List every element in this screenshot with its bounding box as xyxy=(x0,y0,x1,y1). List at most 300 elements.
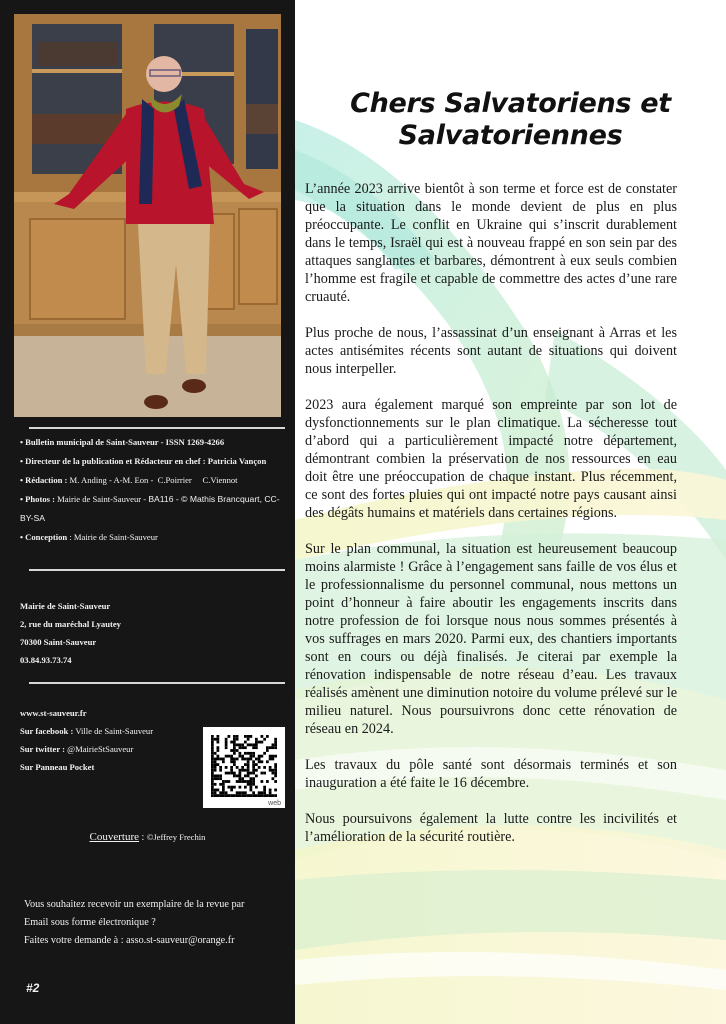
qr-module xyxy=(269,769,272,772)
qr-module xyxy=(244,780,247,783)
qr-module xyxy=(230,755,233,758)
qr-module xyxy=(247,760,250,763)
qr-module xyxy=(247,769,250,772)
qr-module xyxy=(266,749,269,752)
qr-module xyxy=(239,780,242,783)
qr-module xyxy=(266,735,269,738)
qr-module xyxy=(274,794,277,797)
qr-module xyxy=(252,746,255,749)
qr-module xyxy=(272,746,275,749)
qr-module xyxy=(211,735,214,738)
qr-module xyxy=(217,746,220,749)
qr-module xyxy=(211,746,214,749)
qr-module xyxy=(222,783,225,786)
qr-module xyxy=(250,743,253,746)
paragraph: Les travaux du pôle santé sont désormais terminés et son inauguration a été faite le 16 décembre. xyxy=(305,757,677,791)
qr-module xyxy=(244,741,247,744)
qr-module xyxy=(228,772,231,775)
qr-module xyxy=(214,794,217,797)
qr-module xyxy=(214,774,217,777)
qr-module xyxy=(255,741,258,744)
qr-module xyxy=(236,738,239,741)
qr-module xyxy=(250,786,253,789)
qr-module xyxy=(250,789,253,792)
qr-module xyxy=(239,752,242,755)
qr-module xyxy=(255,794,258,797)
qr-module xyxy=(274,769,277,772)
page-title xyxy=(295,88,726,152)
qr-module xyxy=(211,758,214,761)
qr-module xyxy=(217,741,220,744)
qr-module xyxy=(214,752,217,755)
qr-module xyxy=(211,769,214,772)
qr-module xyxy=(272,755,275,758)
qr-module xyxy=(272,777,275,780)
qr-module xyxy=(239,746,242,749)
qr-module xyxy=(236,749,239,752)
qr-module xyxy=(236,794,239,797)
qr-module xyxy=(214,783,217,786)
qr-module xyxy=(236,791,239,794)
qr-module xyxy=(230,741,233,744)
qr-module xyxy=(252,752,255,755)
qr-module xyxy=(222,786,225,789)
qr-module xyxy=(247,766,250,769)
qr-module xyxy=(247,794,250,797)
twitter-label: Sur twitter : xyxy=(20,744,66,754)
qr-module xyxy=(272,743,275,746)
qr-module xyxy=(222,794,225,797)
qr-module xyxy=(211,760,214,763)
qr-module xyxy=(252,766,255,769)
qr-module xyxy=(230,749,233,752)
email-subscription xyxy=(24,896,244,950)
qr-module xyxy=(225,780,228,783)
qr-module xyxy=(250,783,253,786)
qr-module xyxy=(258,766,261,769)
qr-module xyxy=(244,786,247,789)
qr-module xyxy=(211,789,214,792)
qr-module xyxy=(247,780,250,783)
qr-module xyxy=(217,789,220,792)
qr-module xyxy=(266,746,269,749)
publication-credits xyxy=(20,433,288,547)
qr-module xyxy=(228,786,231,789)
qr-module xyxy=(244,752,247,755)
qr-module xyxy=(263,772,266,775)
qr-module xyxy=(236,743,239,746)
paragraph: Nous poursuivons également la lutte contre les incivilités et l’amélioration de la sécurité routière. xyxy=(305,811,677,845)
divider xyxy=(29,569,285,571)
qr-module xyxy=(261,760,264,763)
qr-module xyxy=(247,752,250,755)
qr-module xyxy=(214,766,217,769)
qr-module xyxy=(230,760,233,763)
qr-module xyxy=(272,794,275,797)
cover-sep: : xyxy=(139,832,147,843)
qr-module xyxy=(241,794,244,797)
social-links xyxy=(20,704,153,776)
paragraph: Sur le plan communal, la situation est heureusement beaucoup moins alarmiste ! Grâce à l’engagement sans faille de vos élus et le professionnalisme du personnel communal, nous mettons un point d’honneur à faire aboutir les engagements inscrits dans notre profession de foi lorsque nous nous sommes présentés à vos suffrages en mars 2020. Parmi eux, des chantiers importants sont en cours ou déjà finalisés. Je citerai par exemple la rénovation indispensable de notre réseau d’eau. Les travaux réalisés amènent une diminution notoire du volume prélevé sur le milieu naturel. Nous poursuivrons donc cette rénovation de réseau en 2024. xyxy=(305,541,677,737)
redaction-label: • Rédaction : xyxy=(20,475,68,485)
cover-credit xyxy=(0,831,295,843)
qr-module xyxy=(274,741,277,744)
editorial xyxy=(295,0,726,1024)
qr-module xyxy=(236,735,239,738)
facebook-link[interactable]: Ville de Saint-Sauveur xyxy=(73,726,154,736)
qr-module xyxy=(274,755,277,758)
qr-module xyxy=(239,794,242,797)
qr-module xyxy=(233,743,236,746)
qr-module xyxy=(214,769,217,772)
qr-module xyxy=(211,766,214,769)
qr-module xyxy=(255,758,258,761)
qr-module xyxy=(239,774,242,777)
qr-module xyxy=(228,755,231,758)
qr-module xyxy=(239,772,242,775)
qr-module xyxy=(211,777,214,780)
qr-module xyxy=(241,743,244,746)
qr-module xyxy=(214,738,217,741)
qr-module xyxy=(250,772,253,775)
qr-module xyxy=(211,763,214,766)
qr-module xyxy=(225,772,228,775)
qr-module xyxy=(269,746,272,749)
qr-module xyxy=(230,786,233,789)
qr-module xyxy=(233,741,236,744)
qr-module xyxy=(233,774,236,777)
qr-module xyxy=(247,783,250,786)
qr-module xyxy=(250,755,253,758)
qr-module xyxy=(217,774,220,777)
qr-module xyxy=(217,777,220,780)
qr-module xyxy=(261,780,264,783)
qr-module xyxy=(250,794,253,797)
qr-module xyxy=(214,760,217,763)
email-line-1: Vous souhaitez recevoir un exemplaire de la revue par xyxy=(24,899,245,910)
qr-module xyxy=(230,794,233,797)
qr-module xyxy=(219,769,222,772)
qr-module xyxy=(225,743,228,746)
qr-module xyxy=(219,758,222,761)
qr-module xyxy=(228,794,231,797)
qr-code[interactable] xyxy=(203,727,285,808)
qr-module xyxy=(255,738,258,741)
qr-module xyxy=(274,766,277,769)
qr-module xyxy=(222,780,225,783)
qr-module xyxy=(244,774,247,777)
qr-module xyxy=(252,772,255,775)
paragraph: 2023 aura également marqué son empreinte par son lot de dysfonctionnements sur le plan climatique. La sécheresse tout d’abord qui a particulièrement impacté notre département, démontrant combien la préservation de nos ressources en eau doit être une préoccupation de chaque instant. Plus récemment, ce sont des fortes pluies qui ont impacté notre pays causant ainsi des dégâts humains et matériels dans certaines régions. xyxy=(305,397,677,521)
qr-module xyxy=(241,766,244,769)
editorial-body xyxy=(305,180,677,864)
qr-module xyxy=(236,758,239,761)
qr-module xyxy=(239,777,242,780)
qr-module xyxy=(217,763,220,766)
qr-module xyxy=(252,780,255,783)
qr-module xyxy=(225,746,228,749)
twitter-link[interactable]: @MairieStSauveur xyxy=(65,744,134,754)
qr-module xyxy=(247,774,250,777)
qr-module xyxy=(263,791,266,794)
divider xyxy=(29,427,285,429)
qr-module xyxy=(239,791,242,794)
qr-module xyxy=(250,758,253,761)
qr-module xyxy=(244,791,247,794)
qr-module xyxy=(263,794,266,797)
qr-module xyxy=(241,769,244,772)
qr-module xyxy=(233,738,236,741)
qr-module xyxy=(222,789,225,792)
photo-illustration xyxy=(14,14,281,417)
title-line-1: Chers Salvatoriens et xyxy=(350,88,671,119)
qr-module xyxy=(211,755,214,758)
sidebar xyxy=(0,0,295,1024)
photos-label: • Photos : xyxy=(20,494,55,504)
qr-module xyxy=(219,777,222,780)
cover-label: Couverture xyxy=(89,831,140,843)
qr-module xyxy=(211,794,214,797)
qr-module xyxy=(211,772,214,775)
qr-module xyxy=(261,791,264,794)
qr-module xyxy=(258,758,261,761)
qr-module xyxy=(258,741,261,744)
qr-module xyxy=(261,755,264,758)
mairie-city: 70300 Saint-Sauveur xyxy=(20,637,97,647)
qr-module xyxy=(239,769,242,772)
qr-module xyxy=(225,794,228,797)
qr-module xyxy=(247,735,250,738)
qr-module xyxy=(222,758,225,761)
qr-module xyxy=(241,777,244,780)
qr-module xyxy=(222,791,225,794)
qr-module xyxy=(244,763,247,766)
qr-module xyxy=(263,786,266,789)
qr-module xyxy=(225,791,228,794)
datamatrix-icon xyxy=(211,735,277,797)
qr-module xyxy=(274,780,277,783)
qr-module xyxy=(247,743,250,746)
issue-number: #2 xyxy=(26,981,40,995)
qr-module xyxy=(266,760,269,763)
qr-module xyxy=(269,794,272,797)
email-line-2: Email sous forme électronique ? xyxy=(24,917,156,928)
qr-module xyxy=(272,772,275,775)
qr-module xyxy=(272,769,275,772)
qr-module xyxy=(217,749,220,752)
qr-module xyxy=(247,738,250,741)
qr-module xyxy=(225,755,228,758)
qr-module xyxy=(255,774,258,777)
bulletin-info: • Bulletin municipal de Saint-Sauveur - ISSN 1269-4266 xyxy=(20,437,225,447)
qr-module xyxy=(211,738,214,741)
qr-module xyxy=(269,791,272,794)
qr-module xyxy=(250,752,253,755)
qr-module xyxy=(266,794,269,797)
qr-module xyxy=(244,769,247,772)
qr-module xyxy=(214,763,217,766)
qr-module xyxy=(233,794,236,797)
mairie-phone[interactable]: 03.84.93.73.74 xyxy=(20,655,72,665)
qr-module xyxy=(252,769,255,772)
qr-module xyxy=(225,738,228,741)
qr-module xyxy=(239,786,242,789)
photos-value: Mairie de Saint-Sauveur - xyxy=(55,494,149,504)
qr-module xyxy=(233,772,236,775)
qr-module xyxy=(241,791,244,794)
qr-module xyxy=(244,735,247,738)
qr-module xyxy=(211,749,214,752)
qr-module xyxy=(225,766,228,769)
website-link[interactable]: www.st-sauveur.fr xyxy=(20,708,87,718)
qr-module xyxy=(217,738,220,741)
qr-module xyxy=(247,758,250,761)
director-info: • Directeur de la publication et Rédacteur en chef : Patricia Vançon xyxy=(20,456,267,466)
qr-module xyxy=(217,794,220,797)
panneau-pocket[interactable]: Sur Panneau Pocket xyxy=(20,762,95,772)
qr-module xyxy=(239,755,242,758)
qr-module xyxy=(250,780,253,783)
qr-module xyxy=(269,758,272,761)
qr-module xyxy=(250,735,253,738)
qr-module xyxy=(255,743,258,746)
qr-module xyxy=(211,741,214,744)
qr-module xyxy=(269,766,272,769)
qr-module xyxy=(261,741,264,744)
qr-module xyxy=(274,743,277,746)
qr-module xyxy=(263,789,266,792)
qr-module xyxy=(217,755,220,758)
qr-module xyxy=(252,777,255,780)
qr-module xyxy=(263,766,266,769)
qr-module xyxy=(252,755,255,758)
qr-module xyxy=(239,743,242,746)
qr-module xyxy=(241,755,244,758)
email-line-3[interactable]: Faites votre demande à : asso.st-sauveur@orange.fr xyxy=(24,935,235,946)
qr-module xyxy=(258,794,261,797)
qr-module xyxy=(214,789,217,792)
conception-label: • Conception xyxy=(20,532,68,542)
qr-module xyxy=(214,791,217,794)
qr-module xyxy=(241,758,244,761)
qr-module xyxy=(230,758,233,761)
cover-author: ©Jeffrey Frechin xyxy=(146,832,206,842)
qr-label: web xyxy=(268,800,281,807)
qr-module xyxy=(228,735,231,738)
qr-module xyxy=(252,763,255,766)
qr-module xyxy=(219,766,222,769)
cover-photo xyxy=(14,14,281,417)
qr-module xyxy=(233,758,236,761)
qr-module xyxy=(252,743,255,746)
qr-module xyxy=(219,794,222,797)
qr-module xyxy=(214,777,217,780)
qr-module xyxy=(230,769,233,772)
qr-module xyxy=(255,769,258,772)
paragraph: L’année 2023 arrive bientôt à son terme et force est de constater que la situation dans le monde devient de plus en plus préoccupante. Le conflit en Ukraine qui s’inscrit durablement dans le temps, Israël qui est à nouveau frappé en son sein par des attaques sanglantes et barbares, démontrent à eux seuls combien l’homme est fragile et capable de commettre des actes d’une rare cruauté. xyxy=(305,181,677,305)
qr-module xyxy=(252,783,255,786)
qr-module xyxy=(211,774,214,777)
qr-module xyxy=(211,791,214,794)
qr-module xyxy=(211,783,214,786)
qr-module xyxy=(233,749,236,752)
qr-module xyxy=(236,780,239,783)
mairie-address xyxy=(20,597,121,669)
qr-module xyxy=(247,763,250,766)
divider xyxy=(29,682,285,684)
mairie-street: 2, rue du maréchal Lyautey xyxy=(20,619,121,629)
qr-module xyxy=(274,789,277,792)
qr-module xyxy=(233,760,236,763)
qr-module xyxy=(255,763,258,766)
qr-module xyxy=(255,786,258,789)
qr-module xyxy=(255,746,258,749)
qr-module xyxy=(258,760,261,763)
qr-module xyxy=(241,746,244,749)
qr-module xyxy=(241,780,244,783)
qr-module xyxy=(211,743,214,746)
conception-value: : Mairie de Saint-Sauveur xyxy=(67,532,158,542)
qr-module xyxy=(244,758,247,761)
qr-module xyxy=(274,738,277,741)
qr-module xyxy=(261,772,264,775)
qr-module xyxy=(263,738,266,741)
qr-module xyxy=(211,786,214,789)
qr-module xyxy=(233,786,236,789)
qr-module xyxy=(244,794,247,797)
qr-module xyxy=(230,766,233,769)
qr-module xyxy=(217,735,220,738)
qr-module xyxy=(250,777,253,780)
qr-module xyxy=(228,780,231,783)
qr-module xyxy=(269,755,272,758)
qr-module xyxy=(252,760,255,763)
qr-module xyxy=(274,772,277,775)
qr-module xyxy=(274,763,277,766)
qr-module xyxy=(211,752,214,755)
qr-module xyxy=(233,746,236,749)
qr-module xyxy=(274,746,277,749)
qr-module xyxy=(236,766,239,769)
qr-module xyxy=(274,774,277,777)
qr-module xyxy=(272,758,275,761)
qr-module xyxy=(236,774,239,777)
photos-credit: BA116 - © Mathis Brancquart, CC-BY-SA xyxy=(20,494,280,523)
qr-module xyxy=(252,791,255,794)
qr-module xyxy=(230,772,233,775)
qr-module xyxy=(261,735,264,738)
paragraph: Plus proche de nous, l’assassinat d’un enseignant à Arras et les actes antisémites récents sont autant de situations qui doivent nous interpeller. xyxy=(305,325,677,377)
qr-module xyxy=(244,746,247,749)
qr-module xyxy=(211,780,214,783)
qr-module xyxy=(252,794,255,797)
mairie-name: Mairie de Saint-Sauveur xyxy=(20,601,111,611)
qr-module xyxy=(217,758,220,761)
redaction-value: M. Anding - A-M. Eon - C.Poirrier C.Viennot xyxy=(67,475,238,485)
title-line-2: Salvatoriennes xyxy=(398,120,623,151)
qr-module xyxy=(266,780,269,783)
qr-module xyxy=(214,758,217,761)
qr-module xyxy=(261,794,264,797)
qr-module xyxy=(269,789,272,792)
qr-module xyxy=(230,789,233,792)
qr-module xyxy=(219,783,222,786)
qr-module xyxy=(258,755,261,758)
qr-module xyxy=(225,741,228,744)
qr-module xyxy=(233,763,236,766)
qr-module xyxy=(219,791,222,794)
qr-module xyxy=(222,760,225,763)
